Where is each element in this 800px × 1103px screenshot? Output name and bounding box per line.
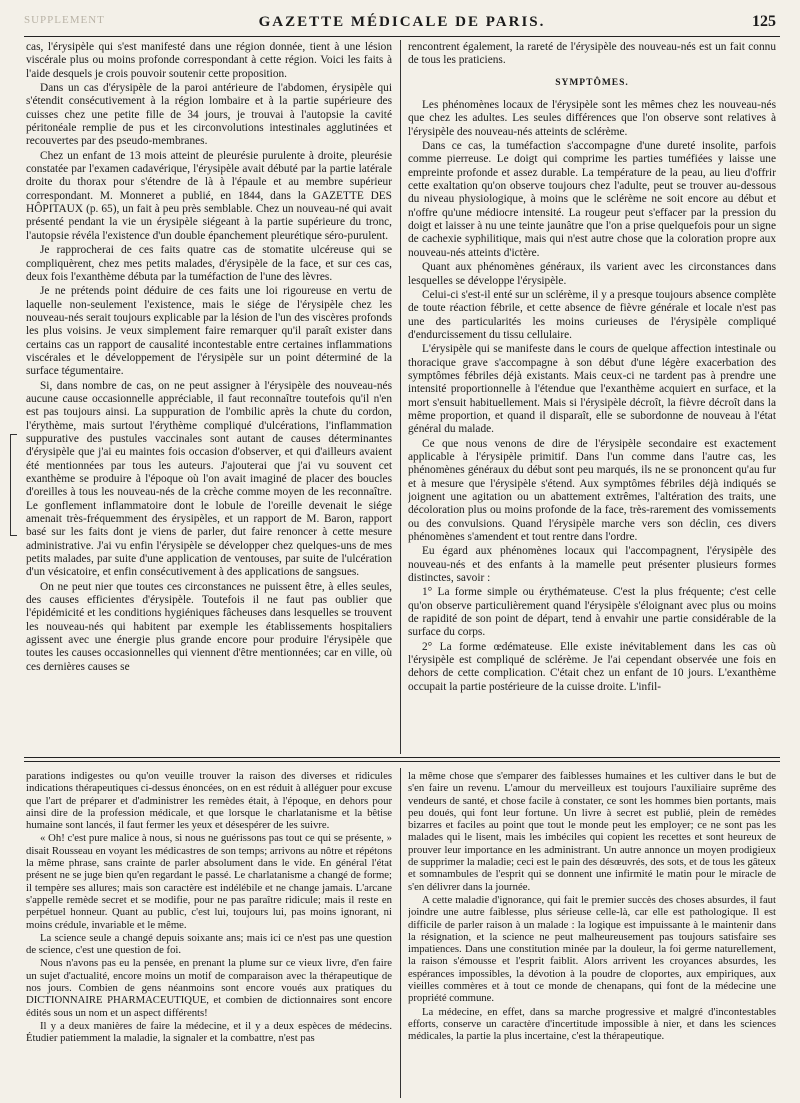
paragraph: Je rapprocherai de ces faits quatre cas de stomatite ulcéreuse qui se compliquèrent, chez mes petits malades, d'érysipèle de la face, et sur ces cas, deux fois l'exanthème débuta par la tuméfaction de l'une des lèvres. (26, 244, 392, 283)
paragraph: Les phénomènes locaux de l'érysipèle sont les mêmes chez les nouveau-nés que chez les adultes. Les seules différences que l'on observe sont relatives à l'érysipèle des nouveau-nés atteints de sclérème. (408, 99, 776, 138)
margin-bracket (10, 434, 17, 536)
header-rule (24, 36, 780, 37)
feuilleton-rule-1 (24, 757, 780, 758)
paragraph: Si, dans nombre de cas, on ne peut assigner à l'érysipèle des nouveau-nés aucune cause occasionnelle appréciable, il faut reconnaître toutefois qu'il n'en est pas toujours ainsi. La suppuration de l'ombilic après la chute du cordon, l'érythème, mais surtout l'érythème compliqué d'ulcérations, l'inflammation suppurative des pustules vaccinales sont autant de causes déterminantes d'érysipèle que j'ai eu maintes fois occasion d'observer, et qui d'ailleurs avaient été mentionnées par tous les auteurs. J'ajouterai que j'ai vu souvent cet exanthème se produire à l'époque où l'on avait imaginé de placer des boucles d'oreilles à tous les nouveau-nés de la crèche comme moyen de les reconnaître. Le gonflement inflammatoire dont le lobule de l'oreille devenait le siége amenait très-fréquemment des érysipèles, et un rapport de M. Baron, rapport basé sur les faits dont je viens de parler, dut faire renoncer à cette mesure administrative. J'ai vu enfin l'érysipèle se développer chez quelques-uns de mes petits malades, par suite d'une application de ventouses, par suite de l'ulcération d'un vésicatoire, et enfin consécutivement à des applications de sangsues. (26, 379, 392, 579)
paragraph: cas, l'érysipèle qui s'est manifesté dans une région donnée, tient à une lésion viscérale plus ou moins profonde correspondant à cette région. Voici les faits à l'aide desquels je crois pouvoir soutenir cette proposition. (26, 41, 392, 80)
feuilleton-rule-2 (24, 761, 780, 762)
column-top-left (26, 41, 392, 753)
paragraph: la même chose que s'emparer des faiblesses humaines et les cultiver dans le but de s'en faire un revenu. L'amour du merveilleux est toujours l'auxiliaire suprême des vendeurs de santé, et chose facile à constater, ce sont les hommes bien portants, mais peu doués, qui font leur fortune. Un livre à secret est publié, plein de remèdes bizarres et faciles au point que tout le monde peut les employer; ce ne sont pas les malades qui le lisent, mais les imbéciles qui copient les recettes et sont heureux de prouver leur importance en les administrant. Un autre annonce un moyen prodigieux de supprimer la maladie; ceci est le pain des désœuvrés, des sots, et de tous les gâteux et somnambules de l'esprit qui se donnent une infirmité le matin pour le miracle de s'en délivrer dans la journée. (408, 770, 776, 893)
paragraph: parations indigestes ou qu'on veuille trouver la raison des diverses et ridicules indications thérapeutiques ci-dessus énoncées, on en est réduit à alléguer pour excuse que l'art de préparer et d'administrer les remèdes était, à l'époque, en dehors pour ainsi dire de la profession médicale, et que lorsque le charlatanisme et la bêtise humaine sont lancés, il faut fermer les yeux et désespérer de les suivre. (26, 770, 392, 832)
paragraph: A cette maladie d'ignorance, qui fait le premier succès des choses absurdes, il faut joindre une autre faiblesse, plus sérieuse celle-là, car elle est pathologique. Il est difficile de parler raison à un malade : la logique est impuissante à le maintenir dans la résignation, et la science ne peut malheureusement pas toujours satisfaire ses impatiences. Dans une constitution minée par la douleur, la foi germe naturellement, la raison s'émousse et l'esprit faiblit. Alors arrivent les croyances absurdes, les espérances impossibles, la dévotion à la poudre de cloportes, aux empiriques, aux vieilles commères et à tout ce monde de chenapans, qui font de la médecine une propriété commune. (408, 893, 776, 1005)
journal-title: GAZETTE MÉDICALE DE PARIS. (258, 14, 546, 30)
paragraph: Dans un cas d'érysipèle de la paroi antérieure de l'abdomen, érysipèle qui s'étendit consécutivement à la région lombaire et à la partie supérieure des cuisses chez une petite fille de 34 jours, je trouvai à l'autopsie la cavité péritonéale remplie de pus et les circonvolutions intestinales agglutinées et recouvertes par des pseudo-membranes. (26, 82, 392, 148)
column-divider-bottom (400, 768, 401, 1098)
paragraph: 1° La forme simple ou érythémateuse. C'est la plus fréquente; c'est celle qu'on observe particulièrement quand l'érysipèle s'éloignant avec plus ou moins de rapidité de son point de départ, tend à envahir une partie considérable de la surface du corps. (408, 586, 776, 639)
paragraph: Celui-ci s'est-il enté sur un sclérème, il y a presque toujours absence complète de toute réaction fébrile, et cette absence de fièvre générale et locale n'est pas une des particularités les moins curieuses de l'érysipèle compliqué d'endurcissement du tissu cellulaire. (408, 288, 776, 341)
page-number: 125 (752, 13, 776, 30)
column-bottom-left (26, 770, 392, 1098)
paragraph: « Oh! c'est pure malice à nous, si nous ne guérissons pas tout ce qui se présente, » disait Rousseau en voyant les médicastres de son temps; arrivons au nôtre et répétons la même phrase, sans crainte de parler absolument dans le vide. En général l'état présent ne se juge bien qu'en regardant le passé. Le charlatanisme a changé de forme; il tempère ses allures; mais son caractère est indélébile et ne change jamais. L'arcane s'appelle remède secret et se modifie, pour ne pas paraître ridicule; mais il reste en perpétuel honneur. Quant au public, c'est lui, toujours lui, pas moins ignorant, ni moins crédule, invariable et le même. (26, 832, 392, 931)
paragraph: L'érysipèle qui se manifeste dans le cours de quelque affection intestinale ou thoracique grave s'accompagne à son début d'une légère exacerbation des symptômes fébriles déjà existants. Mais ceux-ci ne tardent pas à prendre une intensité proportionnelle à l'étendue que l'exanthème acquiert en surface, et la mort s'ensuit habituellement. Mais si l'érysipèle décroît, la fièvre décroît dans la même proportion, et quand il disparaît, elle se subordonne de nouveau à l'état général du malade. (408, 343, 776, 436)
paragraph: rencontrent également, la rareté de l'érysipèle des nouveau-nés est un fait connu de tous les praticiens. (408, 41, 776, 67)
paragraph: Chez un enfant de 13 mois atteint de pleurésie purulente à droite, pleurésie constatée par l'examen cadavérique, l'érysipèle avait débuté par la partie latérale droite du thorax pour s'étendre de là à l'épaule et au membre supérieur correspondant. M. Monneret a publié, en 1844, dans la GAZETTE DES HÔPITAUX (p. 65), un fait à peu près semblable. Chez un nouveau-né qui avait présenté pendant la vie un érysipèle siégeant à la partie supérieure du tronc, l'autopsie révéla l'existence d'un double épanchement pleurétique séro-purulent. (26, 149, 392, 242)
paragraph: Il y a deux manières de faire la médecine, et il y a deux espèces de médecins. Étudier patiemment la maladie, la signaler et la combattre, n'est pas (26, 1019, 392, 1045)
paragraph: 2° La forme œdémateuse. Elle existe inévitablement dans les cas où l'érysipèle est compliqué de sclérème. Je l'ai cependant observée une fois en dehors de cette complication. C'était chez un enfant de 10 jours. L'exanthème occupait la partie postérieure de la cuisse droite. L'infil- (408, 640, 776, 693)
paragraph: Ce que nous venons de dire de l'érysipèle secondaire est exactement applicable à l'érysipèle primitif. Dans l'un comme dans l'autre cas, les phénomènes généraux du début sont peu marqués, ils ne se prononcent qu'au fur et à mesure que l'érysipèle s'étend. Aux symptômes fébriles déjà indiqués se joignent une agitation ou un abattement extrêmes, l'altération des traits, une décoloration plus ou moins profonde de la face, très-rarement des vomissements ou des convulsions. Quand l'érysipèle marche vers son déclin, ces divers phénomènes s'amendent et tout rentre dans l'ordre. (408, 437, 776, 544)
page-header (24, 12, 780, 34)
paragraph: Eu égard aux phénomènes locaux qui l'accompagnent, l'érysipèle des nouveau-nés et des enfants à la mamelle peut présenter plusieurs formes distinctes, savoir : (408, 545, 776, 585)
paragraph: Je ne prétends point déduire de ces faits une loi rigoureuse en vertu de laquelle non-seulement l'existence, mais le siége de l'érysipèle chez les nouveau-nés serait toujours explicable par la lésion de l'un des viscères profonds les plus voisins. Je veux simplement faire remarquer qu'il paraît exister dans certains cas un rapport de causalité incontestable entre certaines inflammations viscérales et le développement de l'érysipèle sur un point déterminé de la surface tégumentaire. (26, 285, 392, 378)
column-bottom-right (408, 770, 776, 1098)
bleed-through-text: SUPPLEMENT (24, 14, 105, 26)
paragraph: La médecine, en effet, dans sa marche progressive et malgré d'incontestables efforts, conserve un caractère d'incertitude impossible à nier, et dans les sciences médicales, la partie la plus incertaine, c'est la thérapeutique. (408, 1005, 776, 1043)
section-title: SYMPTÔMES. (555, 77, 629, 88)
paragraph: La science seule a changé depuis soixante ans; mais ici ce n'est pas une question de science, c'est une question de foi. (26, 931, 392, 957)
column-divider-top (400, 40, 401, 754)
paragraph: Quant aux phénomènes généraux, ils varient avec les circonstances dans lesquelles se développe l'érysipèle. (408, 261, 776, 287)
column-top-right (408, 41, 776, 753)
paragraph: On ne peut nier que toutes ces circonstances ne puissent être, à elles seules, des causes efficientes d'érysipèle. Toutefois il ne faut pas oublier que l'épidémicité et les conditions hygiéniques fâcheuses dans lesquelles se trouvent les nouveau-nés qui habitent par exemple les établissements hospitaliers agissent avec une énergie plus grande encore pour produire l'érysipèle que toutes les causes occasionnelles qui viennent d'être mentionnées; car en ville, où ces dernières causes se (26, 580, 392, 673)
paragraph: Dans ce cas, la tuméfaction s'accompagne d'une dureté insolite, parfois comme pierreuse. Le doigt qui comprime les parties tuméfiées y laisse une empreinte profonde et assez durable. La température de la peau, au lieu d'offrir cette exaltation qu'on observe toujours chez l'adulte, peut se trouver au-dessous du niveau physiologique, à moins que le sclérème ne soit encore au début et n'offre qu'une médiocre intensité. La rougeur peut s'effacer par la pression du doigt et laisser à nu une teinte jaunâtre que l'on a prise quelquefois pour un signe de cachexie syphilitique, mais qui n'est autre chose que la coloration propre aux nouveau-nés atteints d'ictère. (408, 140, 776, 259)
paragraph: Nous n'avons pas eu la pensée, en prenant la plume sur ce vieux livre, d'en faire un sujet d'actualité, encore moins un motif de comparaison avec la thérapeutique de nos jours. Combien de gens néanmoins sont encore voués aux pratiques du DICTIONNAIRE PHARMACEUTIQUE, et combien de dictionnaires sont encore édités sous un nom et un aspect différents! (26, 957, 392, 1019)
